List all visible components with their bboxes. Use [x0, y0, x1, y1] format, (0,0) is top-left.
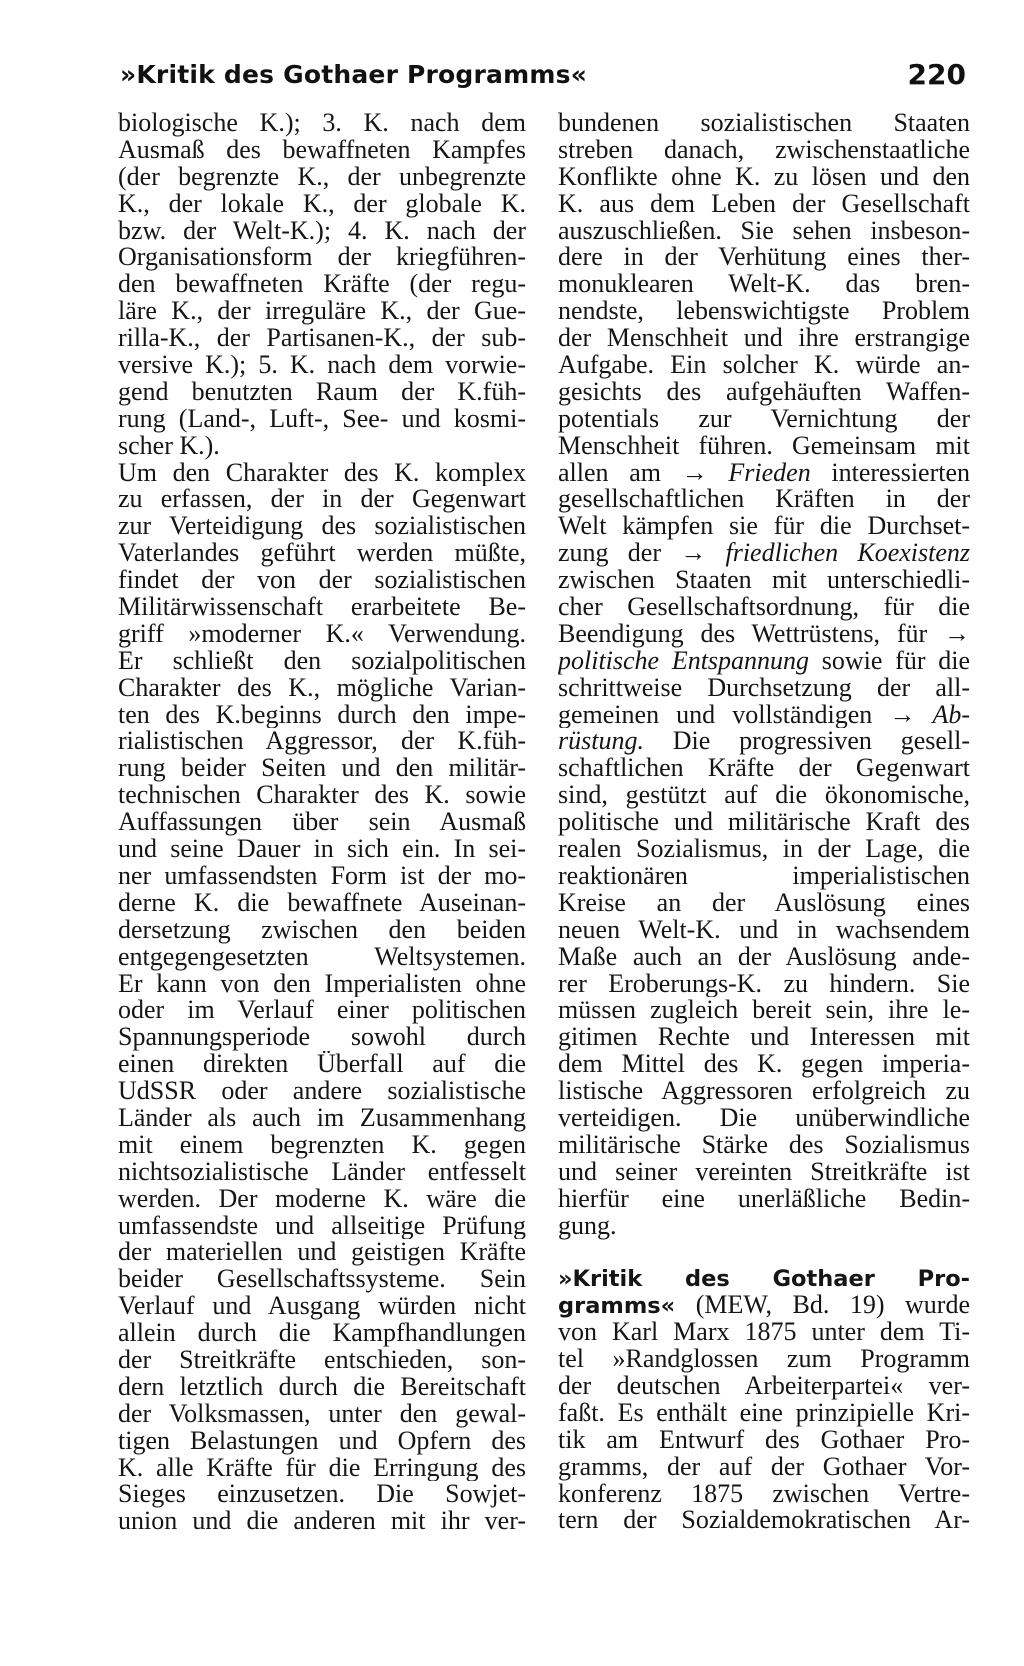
text-line — [558, 728, 970, 755]
entry-headword — [558, 1265, 970, 1292]
text-line: der deutschen Arbeiterpartei« ver- — [558, 1372, 970, 1400]
text-fragment: allen am → — [558, 459, 708, 487]
text-line: läre K., der irreguläre K., der Gue- — [118, 298, 526, 326]
cross-reference-link[interactable]: Ab- — [932, 701, 970, 729]
text-line: und seine Dauer in sich ein. In sei- — [118, 836, 526, 863]
text-line: union und die anderen mit ihr ver- — [118, 1508, 526, 1536]
text-line: schrittweise Durchsetzung der all- — [558, 674, 970, 702]
text-line — [558, 648, 970, 675]
text-line: entgegengesetzten Weltsystemen. — [118, 943, 526, 971]
text-line: rer Eroberungs-K. zu hindern. Sie — [558, 970, 970, 998]
cross-reference-link[interactable]: friedlichen Koexistenz — [725, 540, 970, 568]
text-line: Verlauf und Ausgang würden nicht — [118, 1293, 526, 1321]
text-line: zu erfassen, der in der Gegenwart — [118, 486, 526, 514]
text-line: Spannungsperiode sowohl durch — [118, 1024, 526, 1052]
text-line: K., der lokale K., der globale K. — [118, 190, 526, 218]
text-line: monuklearen Welt-K. das bren- — [558, 271, 970, 299]
cross-reference-link[interactable]: rüstung. — [558, 728, 644, 756]
text-line: hierfür eine unerläßliche Bedin- — [558, 1185, 970, 1213]
text-line: dern letztlich durch die Bereitschaft — [118, 1373, 526, 1401]
text-line: der Menschheit und ihre erstrangige — [558, 325, 970, 353]
text-line: umfassendste und allseitige Prüfung — [118, 1212, 526, 1240]
text-line: derne K. die bewaffnete Auseinan- — [118, 889, 526, 917]
text-line: mit einem begrenzten K. gegen — [118, 1131, 526, 1159]
text-fragment: gemeinen und vollständigen → — [558, 701, 916, 729]
text-line: neuen Welt-K. und in wachsendem — [558, 916, 970, 944]
text-line: auszuschließen. Sie sehen insbeson- — [558, 217, 970, 245]
page-number: 220 — [907, 58, 966, 91]
text-line: konferenz 1875 zwischen Vertre- — [558, 1480, 970, 1508]
entry-spacer — [558, 1239, 970, 1265]
text-line: Auffassungen über sein Ausmaß — [118, 809, 526, 837]
text-line: potentials zur Vernichtung der — [558, 405, 970, 433]
text-line: der Streitkräfte entschieden, son- — [118, 1346, 526, 1374]
text-line: beider Gesellschaftssysteme. Sein — [118, 1266, 526, 1294]
left-column — [118, 110, 526, 1535]
text-line: den bewaffneten Kräfte (der regu- — [118, 271, 526, 299]
text-line: tik am Entwurf des Gothaer Pro- — [558, 1426, 970, 1454]
text-line: Maße auch an der Auslösung ande- — [558, 943, 970, 971]
text-line: griff »moderner K.« Verwendung. — [118, 620, 526, 648]
headword-text: »Kritik des Gothaer Pro- — [558, 1266, 970, 1293]
text-line: K. alle Kräfte für die Erringung des — [118, 1454, 526, 1482]
text-line: zur Verteidigung des sozialistischen — [118, 513, 526, 541]
text-line: gesichts des aufgehäuften Waffen- — [558, 378, 970, 406]
text-line: tigen Belastungen und Opfern des — [118, 1427, 526, 1455]
text-line: politische und militärische Kraft des — [558, 809, 970, 837]
text-line: gend benutzten Raum der K.füh- — [118, 378, 526, 406]
text-line: realen Sozialismus, in der Lage, die — [558, 836, 970, 863]
text-line: gitimen Rechte und Interessen mit — [558, 1024, 970, 1052]
text-fragment: sowie für die — [821, 647, 970, 675]
text-line: tel »Randglossen zum Programm — [558, 1346, 970, 1373]
right-column — [558, 110, 970, 1534]
text-line — [558, 1292, 970, 1319]
text-line: nendste, lebenswichtigste Problem — [558, 298, 970, 326]
text-line: Er kann von den Imperialisten ohne — [118, 970, 526, 998]
text-line — [558, 540, 970, 567]
text-line: nichtsozialistische Länder entfesselt — [118, 1158, 526, 1186]
text-line: gesellschaftlichen Kräften in der — [558, 486, 970, 514]
text-line: ner umfassendsten Form ist der mo- — [118, 862, 526, 890]
text-line: scher K.). — [118, 430, 220, 460]
text-line: technischen Charakter des K. sowie — [118, 782, 526, 810]
text-line: findet der von der sozialistischen — [118, 567, 526, 595]
text-line: Vaterlandes geführt werden müßte, — [118, 540, 526, 568]
text-line: von Karl Marx 1875 unter dem Ti- — [558, 1319, 970, 1347]
text-line: Um den Charakter des K. komplex — [118, 459, 526, 487]
text-line: zwischen Staaten mit unterschiedli- — [558, 567, 970, 595]
text-line: Konflikte ohne K. zu lösen und den — [558, 163, 970, 191]
text-line: listische Aggressoren erfolgreich zu — [558, 1078, 970, 1105]
text-line: cher Gesellschaftsordnung, für die — [558, 594, 970, 621]
text-line: militärische Stärke des Sozialismus — [558, 1131, 970, 1159]
text-line: Länder als auch im Zusammenhang — [118, 1104, 526, 1132]
text-line: faßt. Es enthält eine prinzipielle Kri- — [558, 1399, 970, 1427]
text-line: ten des K.beginns durch den impe- — [118, 701, 526, 729]
text-line: bzw. der Welt-K.); 4. K. nach der — [118, 217, 526, 245]
text-line — [558, 460, 970, 487]
text-line: Militärwissenschaft erarbeitete Be- — [118, 594, 526, 621]
text-line: Er schließt den sozialpolitischen — [118, 647, 526, 675]
text-line: UdSSR oder andere sozialistische — [118, 1078, 526, 1105]
text-fragment: zung der → — [558, 540, 707, 568]
text-line: der Volksmassen, unter den gewal- — [118, 1400, 526, 1428]
text-line: gung. — [558, 1210, 617, 1240]
text-line: dersetzung zwischen den beiden — [118, 916, 526, 944]
text-line: gramms, der auf der Gothaer Vor- — [558, 1453, 970, 1481]
text-line: rung beider Seiten und den militär- — [118, 755, 526, 783]
text-line: rialistischen Aggressor, der K.füh- — [118, 728, 526, 756]
text-line: Ausmaß des bewaffneten Kampfes — [118, 136, 526, 164]
text-line: streben danach, zwischenstaatliche — [558, 136, 970, 164]
text-line: bundenen sozialistischen Staaten — [558, 110, 970, 137]
text-line: versive K.); 5. K. nach dem vorwie- — [118, 352, 526, 379]
text-line: dem Mittel des K. gegen imperia- — [558, 1051, 970, 1079]
text-line: rilla-K., der Partisanen-K., der sub- — [118, 325, 526, 353]
cross-reference-link[interactable]: politische Entspannung — [558, 647, 810, 675]
text-line: einen direkten Überfall auf die — [118, 1051, 526, 1079]
text-line: verteidigen. Die unüberwindliche — [558, 1104, 970, 1132]
text-line: K. aus dem Leben der Gesellschaft — [558, 190, 970, 218]
text-line: und seiner vereinten Streitkräfte ist — [558, 1158, 970, 1186]
text-line: biologische K.); 3. K. nach dem — [118, 110, 526, 137]
text-line: Aufgabe. Ein solcher K. würde an- — [558, 352, 970, 379]
text-line: Charakter des K., mögliche Varian- — [118, 674, 526, 702]
text-line: tern der Sozialdemokratischen Ar- — [558, 1507, 970, 1535]
text-line: oder im Verlauf einer politischen — [118, 997, 526, 1025]
text-line — [558, 702, 970, 729]
text-line: sind, gestützt auf die ökonomische, — [558, 782, 970, 810]
running-head: »Kritik des Gothaer Programms« — [120, 60, 588, 89]
text-fragment: interessierten — [831, 459, 970, 487]
headword-text: gramms« — [558, 1293, 676, 1320]
text-line: reaktionären imperialistischen — [558, 862, 970, 890]
text-line: Beendigung des Wettrüstens, für → — [558, 620, 970, 648]
text-line: der materiellen und geistigen Kräfte — [118, 1239, 526, 1267]
text-fragment: (MEW, Bd. 19) wurde — [695, 1292, 970, 1320]
text-line: Kreise an der Auslösung eines — [558, 889, 970, 917]
text-line: rung (Land-, Luft-, See- und kosmi- — [118, 405, 526, 433]
text-line: Sieges einzusetzen. Die Sowjet- — [118, 1481, 526, 1509]
text-line: Welt kämpfen sie für die Durchset- — [558, 513, 970, 541]
text-line: Organisationsform der kriegführen- — [118, 244, 526, 272]
text-line: schaftlichen Kräfte der Gegenwart — [558, 755, 970, 783]
text-line: dere in der Verhütung eines ther- — [558, 244, 970, 272]
text-line: (der begrenzte K., der unbegrenzte — [118, 163, 526, 191]
text-line: müssen zugleich bereit sein, ihre le- — [558, 997, 970, 1025]
text-line: werden. Der moderne K. wäre die — [118, 1185, 526, 1213]
text-line: allein durch die Kampfhandlungen — [118, 1320, 526, 1347]
text-fragment: Die progressiven gesell- — [672, 728, 970, 756]
cross-reference-link[interactable]: Frieden — [728, 459, 811, 487]
text-line: Menschheit führen. Gemeinsam mit — [558, 432, 970, 460]
